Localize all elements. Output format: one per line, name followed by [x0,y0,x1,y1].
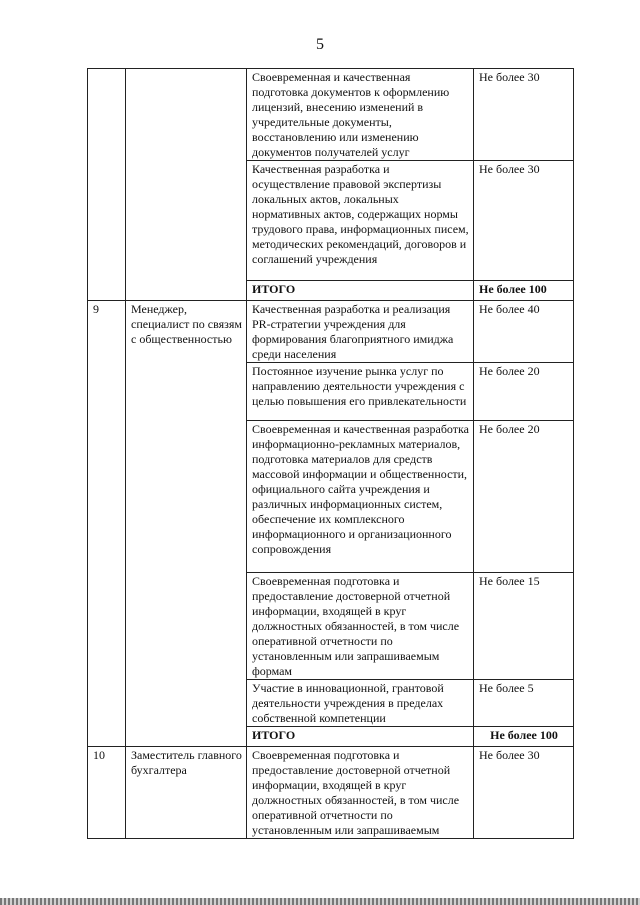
criterion-cell: Своевременная подготовка и предоставление достоверной отчетной информации, входящей в круг должностных обязанностей, в том числе оперативной отчетности по установленным или запрашиваемым формам [247,573,474,680]
table-row [88,69,574,161]
criterion-cell: Постоянное изучение рынка услуг по направлению деятельности учреждения с целью повышения его привлекательности [247,363,474,421]
row-number-cell: 10 [88,747,126,839]
criterion-cell: Качественная разработка и осуществление правовой экспертизы локальных актов, локальных нормативных актов, содержащих нормы трудового права, информационных писем, методических рекомендаций, договоров и соглашений учреждения [247,161,474,281]
table-row [88,747,574,839]
value-cell: Не более 30 [474,747,574,839]
value-cell: Не более 20 [474,363,574,421]
row-number-cell: 9 [88,301,126,747]
page-number: 5 [316,36,324,53]
criterion-cell: Качественная разработка и реализация PR-стратегии учреждения для формирования благоприятного имиджа среди населения [247,301,474,363]
row-number-cell [88,69,126,301]
value-cell: Не более 20 [474,421,574,573]
criterion-cell: Своевременная и качественная подготовка документов к оформлению лицензий, внесению изменений в учредительные документы, восстановлению или изменению документов получателей услуг [247,69,474,161]
table-row [88,301,574,363]
criterion-cell: Своевременная подготовка и предоставление достоверной отчетной информации, входящей в круг должностных обязанностей, в том числе оперативной отчетности по установленным или запрашиваемым [247,747,474,839]
position-cell [126,69,247,301]
total-value: Не более 100 [474,727,574,747]
value-cell: Не более 40 [474,301,574,363]
position-cell: Менеджер, специалист по связям с общественностью [126,301,247,747]
criterion-cell: Участие в инновационной, грантовой деятельности учреждения в пределах собственной компетенции [247,680,474,727]
value-cell: Не более 5 [474,680,574,727]
total-label: ИТОГО [247,727,474,747]
value-cell: Не более 30 [474,161,574,281]
criteria-table [87,68,574,839]
position-cell: Заместитель главного бухгалтера [126,747,247,839]
scan-edge-strip [0,898,640,905]
value-cell: Не более 30 [474,69,574,161]
value-cell: Не более 15 [474,573,574,680]
total-value: Не более 100 [474,281,574,301]
total-label: ИТОГО [247,281,474,301]
criterion-cell: Своевременная и качественная разработка информационно-рекламных материалов, подготовка материалов для средств массовой информации и общественности, официального сайта учреждения и различных информационных систем, обеспечение их комплексного информационного и организационного сопровождения [247,421,474,573]
